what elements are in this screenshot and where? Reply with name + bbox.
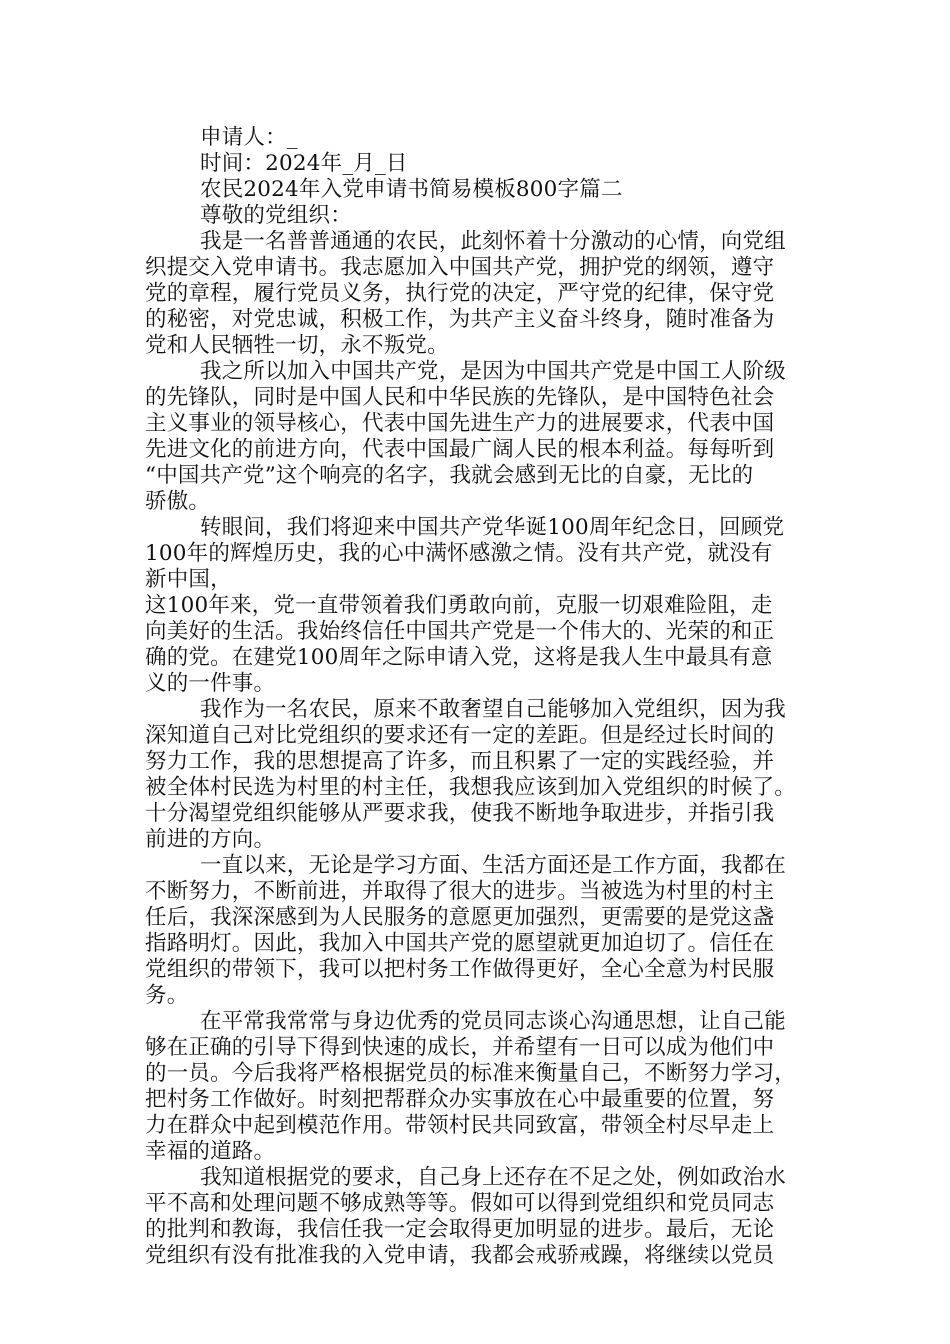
body-line: 平不高和处理问题不够成熟等等。假如可以得到党组织和党员同志 [145,1191,775,1216]
body-line: 够在正确的引导下得到快速的成长，并希望有一日可以成为他们中 [145,1035,775,1060]
body-line: 幸福的道路。 [145,1139,276,1164]
body-line: 我作为一名农民，原来不敢奢望自己能够加入党组织，因为我 [200,697,786,722]
body-line: 100年的辉煌历史，我的心中满怀感激之情。没有共产党，就没有 [145,541,773,566]
body-line: 确的党。在建党100周年之际申请入党，这将是我人生中最具有意 [145,645,773,670]
body-line: 向美好的生活。我始终信任中国共产党是一个伟大的、光荣的和正 [145,619,775,644]
body-line: 任后，我深深感到为人民服务的意愿更加强烈，更需要的是党这盏 [145,905,775,930]
body-line: 前进的方向。 [145,827,276,852]
body-line: 义的一件事。 [145,671,276,696]
body-line: 的先锋队，同时是中国人民和中华民族的先锋队，是中国特色社会 [145,385,775,410]
body-line: 我知道根据党的要求，自己身上还存在不足之处，例如政治水 [200,1165,786,1190]
body-line: 这100年来，党一直带领着我们勇敢向前，克服一切艰难险阻，走 [145,593,773,618]
body-line: 把村务工作做好。时刻把帮群众办实事放在心中最重要的位置，努 [145,1087,775,1112]
body-line: 党组织的带领下，我可以把村务工作做得更好，全心全意为村民服 [145,957,775,982]
body-line: 指路明灯。因此，我加入中国共产党的愿望就更加迫切了。信任在 [145,931,775,956]
body-line: 转眼间，我们将迎来中国共产党华诞100周年纪念日，回顾党 [200,515,785,540]
body-line: 被全体村民选为村里的村主任，我想我应该到加入党组织的时候了。 [145,775,797,800]
body-line: 的秘密，对党忠诚，积极工作，为共产主义奋斗终身，随时准备为 [145,307,775,332]
body-line: 织提交入党申请书。我志愿加入中国共产党，拥护党的纲领，遵守 [145,255,775,280]
body-line: 先进文化的前进方向，代表中国最广阔人民的根本利益。每每听到 [145,437,775,462]
body-line: 力在群众中起到模范作用。带领村民共同致富，带领全村尽早走上 [145,1113,775,1138]
body-line: “中国共产党”这个响亮的名字，我就会感到无比的自豪，无比的 [145,463,754,488]
date-line: 时间：2024年_月_日 [200,151,408,176]
body-line: 十分渴望党组织能够从严要求我，使我不断地争取进步，并指引我 [145,801,775,826]
body-line: 骄傲。 [145,489,211,514]
body-line: 新中国， [145,567,232,592]
body-line: 我之所以加入中国共产党，是因为中国共产党是中国工人阶级 [200,359,786,384]
body-line: 主义事业的领导核心，代表中国先进生产力的进展要求，代表中国 [145,411,775,436]
body-line: 在平常我常常与身边优秀的党员同志谈心沟通思想，让自己能 [200,1009,786,1034]
body-line: 我是一名普普通通的农民，此刻怀着十分激动的心情，向党组 [200,229,786,254]
body-line: 党的章程，履行党员义务，执行党的决定，严守党的纪律，保守党 [145,281,775,306]
document-title: 农民2024年入党申请书简易模板800字篇二 [200,177,623,202]
body-line: 的一员。今后我将严格根据党员的标准来衡量自己，不断努力学习， [145,1061,797,1086]
body-line: 务。 [145,983,189,1008]
applicant-line: 申请人：_ [200,125,298,150]
body-line: 深知道自己对比党组织的要求还有一定的差距。但是经过长时间的 [145,723,775,748]
body-line: 的批判和教诲，我信任我一定会取得更加明显的进步。最后，无论 [145,1217,775,1242]
body-line: 不断努力，不断前进，并取得了很大的进步。当被选为村里的村主 [145,879,775,904]
body-line: 党组织有没有批准我的入党申请，我都会戒骄戒躁，将继续以党员 [145,1243,775,1268]
salutation: 尊敬的党组织： [200,203,352,228]
body-line: 一直以来，无论是学习方面、生活方面还是工作方面，我都在 [200,853,786,878]
body-line: 努力工作，我的思想提高了许多，而且积累了一定的实践经验，并 [145,749,775,774]
body-line: 党和人民牺牲一切，永不叛党。 [145,333,449,358]
